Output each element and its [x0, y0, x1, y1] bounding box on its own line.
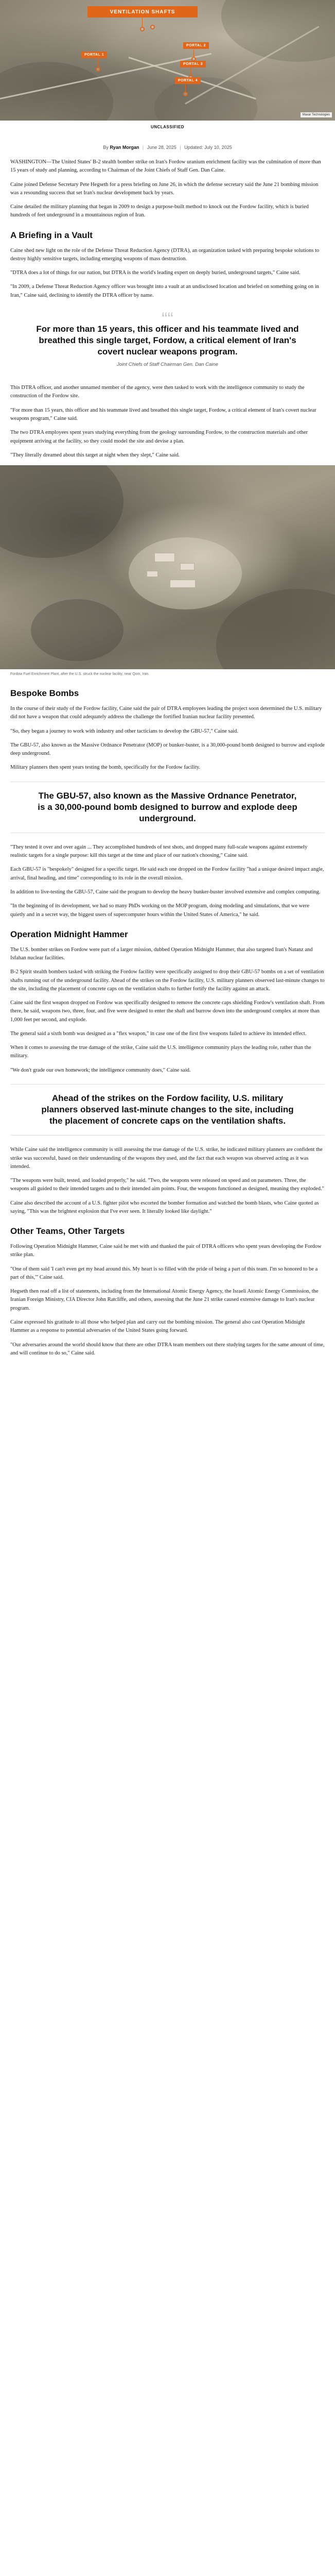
paragraph: The U.S. bomber strikes on Fordow were part of a larger mission, dubbed Operation Midnight Hammer, that also targeted Iran's Natanz and Isfahan nuclear facilities. [10, 946, 313, 961]
pull-quote [10, 1084, 325, 1136]
paragraph: The two DTRA employees spent years studying everything from the geology surrounding Fordow, to the construction materials and other equipment arriving at the facility, so they could model the site and devise a plan. [10, 430, 308, 444]
portal-2-label: PORTAL 2 [183, 42, 209, 49]
pull-quote-text: The GBU-57, also known as the Massive Ordnance Penetrator, is a 30,000-pound bomb designed to burrow and explode deep underground. [38, 790, 297, 823]
hero-satellite-image [0, 0, 335, 121]
section-heading-bombs: Bespoke Bombs [10, 688, 79, 699]
paragraph: Following Operation Midnight Hammer, Caine said he met with and thanked the pair of DTRA officers who spent years developing the Fordow strike plan. [10, 1244, 322, 1258]
shaft-marker [140, 27, 145, 31]
paragraph: "In the beginning of its development, we had so many PhDs working on the MOP program, doing modeling and simulations, that we were quietly and in a secret way, the biggest users of supercomputer hours within the United States of America," he said. [10, 903, 310, 918]
quote-mark-icon: ““ [162, 309, 173, 329]
portal-4-label: PORTAL 4 [175, 77, 201, 84]
portal-1-marker [96, 67, 100, 72]
paragraph: B-2 Spirit stealth bombers tasked with striking the Fordow facility were specifically assigned to drop their GBU-57 bombs on a set of ventilation shafts running out of the underground facility. Ahead of the strikes on the Fordow facility, U.S. military planners observed last-minute changes to the site, including the placement of concrete caps on the ventilation shafts to further fortify the facility against an attack. [10, 969, 325, 992]
paragraph: "One of them said 'I can't even get my head around this. My heart is so filled with the pride of being a part of this team. I'm so honored to be a part of this,'" Caine said. [10, 1266, 318, 1280]
updated-date: Updated: July 10, 2025 [184, 145, 232, 150]
pull-quote [10, 307, 325, 375]
published-date: June 28, 2025 [147, 145, 177, 150]
ventilation-shafts-label: VENTILATION SHAFTS [87, 6, 198, 18]
paragraph: "DTRA does a lot of things for our nation, but DTRA is the world's leading expert on deeply buried, underground targets," Caine said. [10, 270, 301, 276]
portal-3-label: PORTAL 3 [180, 61, 206, 67]
paragraph: Caine also described the account of a U.S. fighter pilot who escorted the bomber formation and watched the bomb blasts, who Caine quoted as saying, "This was the brightest explosion that I've ever seen. It literally looked like daylight." [10, 1200, 319, 1214]
paragraph: "They tested it over and over again ... They accomplished hundreds of test shots, and dropped many full-scale weapons against extremely realistic targets for a single purpose: kill this target at the time and place of our nation's choosing," Caine said. [10, 844, 308, 859]
paragraph: In addition to live-testing the GBU-57, Caine said the program to develop the heavy bunker-buster involved extensive and complex computing. [10, 889, 321, 895]
section-heading-operation: Operation Midnight Hammer [10, 929, 128, 939]
paragraph: Caine joined Defense Secretary Pete Hegseth for a press briefing on June 26, in which the defense secretary said the June 21 bombing mission was a resounding success that set Iran's nuclear development back by years. [10, 181, 319, 196]
paragraph: "In 2009, a Defense Threat Reduction Agency officer was brought into a vault at an undisclosed location and briefed on something going on in Iran," Caine said, declining to identify the DTRA officer by name. [10, 284, 319, 298]
shaft-marker [150, 25, 155, 29]
portal-4-marker [183, 92, 188, 96]
section-heading-other-teams: Other Teams, Other Targets [10, 1226, 125, 1236]
byline-prefix: By [103, 145, 109, 150]
image-credit: Maxar Technologies [301, 112, 332, 117]
paragraph: "The weapons were built, tested, and loaded properly," he said. "Two, the weapons were released on speed and on parameters. Three, the weapons all guided to their intended targets and to their intended aim points. Four, the weapons functioned as designed, meaning they exploded." [10, 1178, 324, 1192]
fordow-aerial-photo [0, 465, 335, 669]
pull-quote [10, 782, 325, 833]
paragraph: Hegseth then read off a list of statements, including from the International Atomic Energy Agency, the Israeli Atomic Energy Commission, the Iranian Foreign Ministry, CIA Director John Ratcliffe, and others, assessing that the June 21 strike caused extensive damage to Iran's nuclear program. [10, 1289, 319, 1311]
paragraph: Caine said the first weapon dropped on Fordow was specifically designed to remove the concrete caps shielding Fordow's ventilation shaft. From there, he said, weapons two, three, four, and five were designed to enter the shaft and burrow down into the underground complex at more than 1,000 feet per second, and explode. [10, 1000, 325, 1023]
paragraph: Caine shed new light on the role of the Defense Threat Reduction Agency (DTRA), an organization tasked with preparing bespoke solutions to destroy highly sensitive targets, including emerging weapons of mass destruction. [10, 247, 320, 262]
paragraph: The general said a sixth bomb was designed as a "flex weapon," in case one of the first five weapons failed to achieve its intended effect. [10, 1030, 307, 1037]
author-link[interactable]: Ryan Morgan [110, 145, 139, 150]
paragraph: Each GBU-57 is "bespokely" designed for a specific target. He said each one dropped on the Fordow facility "had a unique desired impact angle, arrival, final heading, and time" corresponding to its role in the overall mission. [10, 867, 324, 881]
paragraph: Caine detailed the military planning that began in 2009 to design a purpose-built method to knock out the Fordow facility, which is buried hundreds of feet underground in a mountainous region of Iran. [10, 204, 309, 218]
paragraph: "We don't grade our own homework; the intelligence community does," Caine said. [10, 1067, 191, 1073]
paragraph: Caine expressed his gratitude to all those who helped plan and carry out the bombing mission. The general also cast Operation Midnight Hammer as a response to potential adversaries of the United States going forward. [10, 1319, 305, 1334]
paragraph: WASHINGTON—The United States' B-2 stealth bomber strike on Iran's Fordow uranium enrichment facility was the culmination of more than 15 years of study and planning, according to Chairman of the Joint Chiefs of Staff Gen. Dan Caine. [10, 159, 321, 174]
paragraph: "So, they began a journey to work with industry and other tacticians to develop the GBU-57," Caine said. [10, 728, 239, 734]
pull-quote-text: For more than 15 years, this officer and his teammate lived and breathed this single target, Fordow, a critical element of Iran's covert nuclear weapons program. [36, 324, 299, 357]
article-body [0, 145, 335, 1358]
paragraph: "Our adversaries around the world should know that there are other DTRA team members out there studying targets for the same amount of time, and will continue to do so," Caine said. [10, 1342, 325, 1356]
pull-quote-text: Ahead of the strikes on the Fordow facility, U.S. military planners observed last-minute changes to the site, including the placement of concrete caps on the ventilation shafts. [41, 1093, 294, 1126]
paragraph: When it comes to assessing the true damage of the strike, Caine said the U.S. intelligence community plays the leading role, rather than the military. [10, 1045, 311, 1059]
byline: By Ryan Morgan | June 28, 2025 | Updated: July 10, 2025 [103, 145, 232, 150]
classification-label: UNCLASSIFIED [150, 125, 185, 129]
paragraph: This DTRA officer, and another unnamed member of the agency, were then tasked to work with the intelligence community to study the construction of the Fordow site. [10, 385, 305, 399]
section-heading-briefing: A Briefing in a Vault [10, 230, 93, 240]
paragraph: "For more than 15 years, this officer and his teammate lived and breathed this single target, Fordow, a critical element of Iran's covert nuclear weapons program," Caine said. [10, 407, 316, 421]
paragraph: Military planners then spent years testing the bomb, specifically for the Fordow facility. [10, 765, 201, 771]
portal-1-label: PORTAL 1 [81, 52, 107, 58]
paragraph: The GBU-57, also known as the Massive Ordnance Penetrator (MOP) or bunker-buster, is a 30,000-pound bomb designed to burrow and explode deep underground. [10, 742, 325, 757]
paragraph: "They literally dreamed about this target at night when they slept," Caine said. [10, 452, 180, 458]
paragraph: While Caine said the intelligence community is still assessing the true damage of the U.S. strike, he indicated military planners are confident the strike was successful, based on their understanding of the weapons they used, and the fact that each weapon was observed acting as it was intended. [10, 1147, 323, 1170]
paragraph: In the course of their study of the Fordow facility, Caine said the pair of DTRA employees leading the project soon determined the U.S. military did not have a weapon that could adequately address the challenge the fortified Iranian nuclear facility presented. [10, 706, 322, 720]
photo-caption: Fordow Fuel Enrichment Plant, after the U.S. struck the nuclear facility, near Qom, Iran. [10, 672, 150, 676]
pull-quote-attribution: Joint Chiefs of Staff Chairman Gen. Dan Caine [117, 362, 218, 368]
